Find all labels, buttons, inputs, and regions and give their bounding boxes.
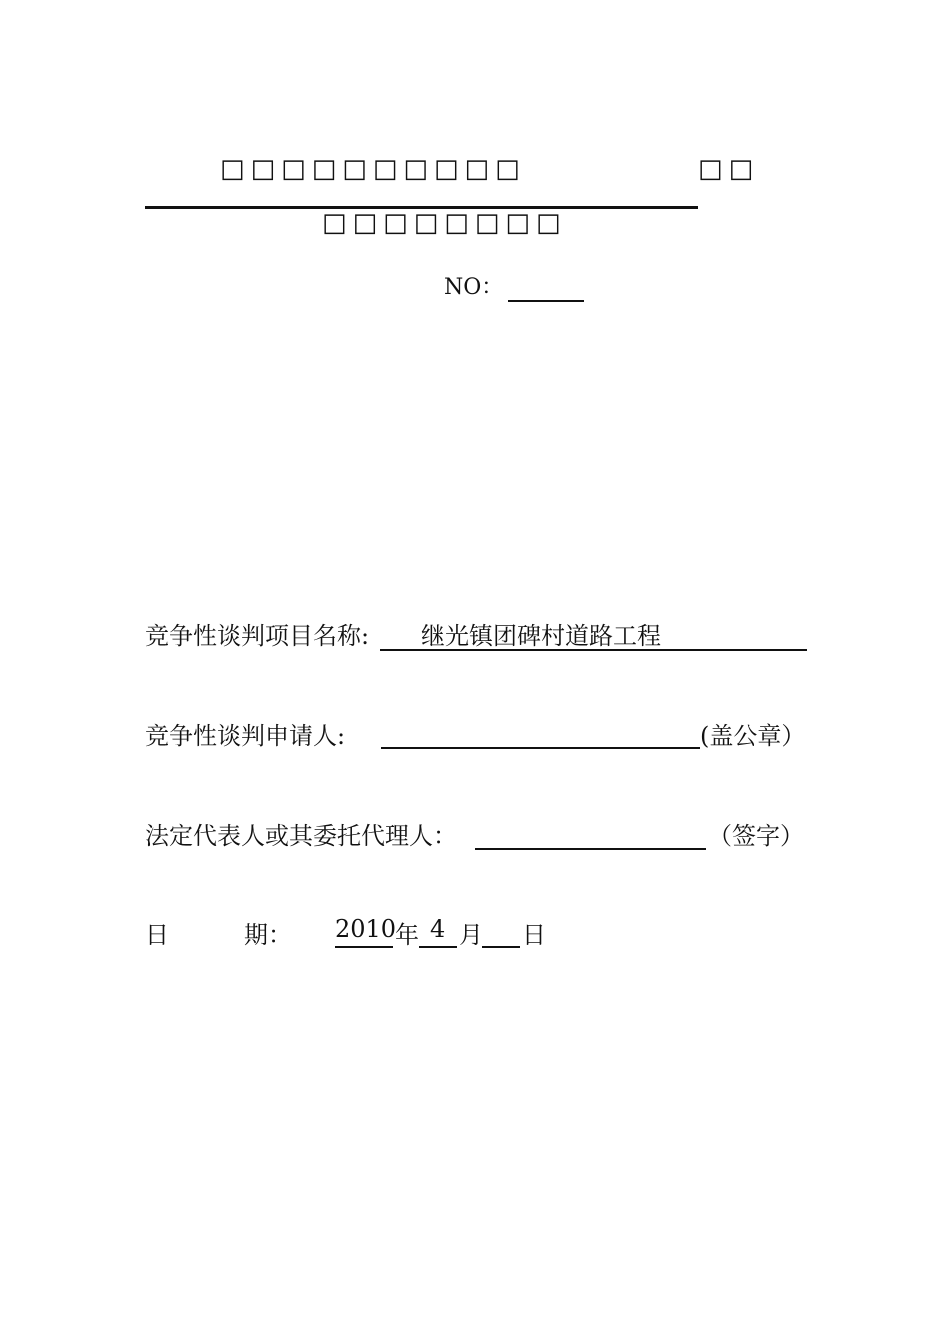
company-seal-note: (盖公章） <box>700 722 806 750</box>
project-name-label: 竞争性谈判项目名称: <box>145 622 370 650</box>
project-name-underline <box>380 649 807 651</box>
project-name-field <box>145 616 369 651</box>
project-name-value: 继光镇团碑村道路工程 <box>421 622 661 650</box>
date-month-unit: 月 <box>459 921 483 949</box>
representative-underline <box>475 848 706 850</box>
date-year-underline <box>335 946 393 948</box>
applicant-underline <box>381 747 700 749</box>
date-month-underline <box>419 946 457 948</box>
document-title-line2: □□□□□□□□ <box>322 208 567 238</box>
number-blank <box>508 300 584 302</box>
date-month: 4 <box>430 915 446 943</box>
date-label-qi: 期： <box>244 921 292 949</box>
representative-field <box>145 816 457 851</box>
date-day-unit: 日 <box>522 921 546 949</box>
date-year-unit: 年 <box>395 921 419 949</box>
date-year: 2010 <box>335 915 397 943</box>
date-day-underline <box>482 946 520 948</box>
representative-label: 法定代表人或其委托代理人： <box>145 822 457 850</box>
signature-note: （签字） <box>708 822 804 850</box>
applicant-field <box>145 716 345 751</box>
document-title-line1-right: □□ <box>698 154 760 184</box>
document-title-line1: □□□□□□□□□□ <box>220 154 526 184</box>
applicant-label: 竞争性谈判申请人: <box>145 722 346 750</box>
date-label-ri: 日 <box>145 921 169 949</box>
number-label: NO： <box>444 275 504 300</box>
